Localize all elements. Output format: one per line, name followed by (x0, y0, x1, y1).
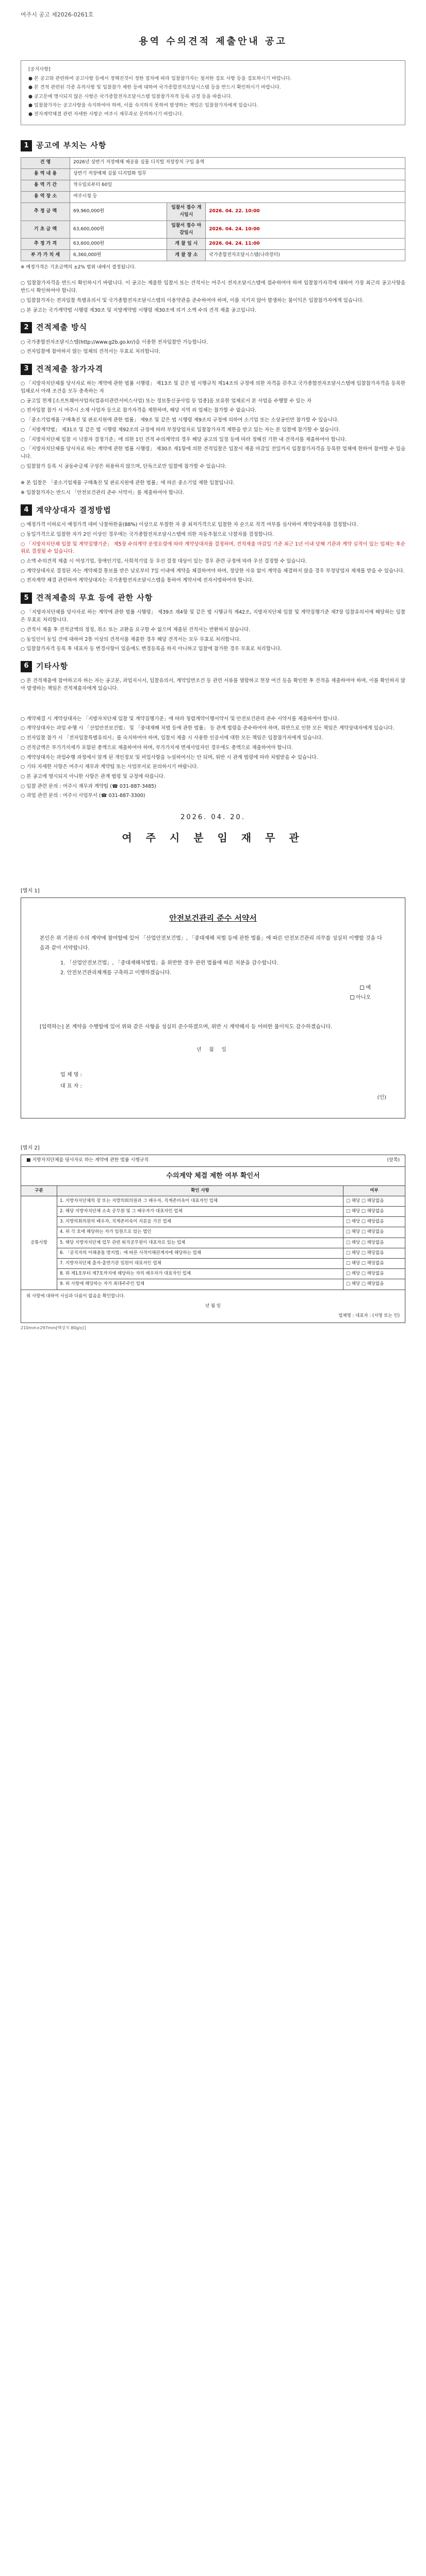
notice-item: ● 입찰참가자는 공고사항을 숙지하여야 하며, 이를 숙지하지 못하여 발생하는 책임은 입찰참가자에게 있습니다. (28, 102, 258, 108)
check-cell[interactable]: □ 해당 □ 해당없음 (343, 1227, 405, 1238)
notice-item: ● 공고문에 명시되지 않은 사항은 국가종합전자조달시스템 입찰참가자격 등록 규정 등을 따릅니다. (28, 93, 233, 99)
paragraph: ○ 계약상대자는 과업수행 과정에서 알게 된 개인정보 및 비밀사항을 누설하여서는 안 되며, 위반 시 관계 법령에 따라 처벌받을 수 있습니다. (21, 754, 318, 760)
item-cell: 2. 해당 지방자치단체 소속 공무원 및 그 배우자가 대표자인 업체 (57, 1207, 343, 1217)
row-label: 용 역 기 간 (21, 180, 70, 191)
table-row (21, 1217, 405, 1227)
row-label: 부 가 가 치 세 (21, 250, 70, 261)
row-sub-value: 2026. 04. 22. 10:00 (206, 202, 405, 221)
row-value: 63,600,000원 (70, 239, 167, 250)
notice-item: ● 본 견적 관련된 각종 유의사항 및 입찰참가 제한 등에 대하여 국가종합전자조달시스템 등을 반드시 확인하시기 바랍니다. (28, 84, 281, 91)
row-label: 건 명 (21, 157, 70, 168)
paragraph: ○ 입찰참가 등록 시 공동수급체 구성은 허용하지 않으며, 단독으로만 입찰에 참가할 수 있습니다. (21, 463, 227, 469)
row-value: 2026년 상반기 저장매체 제공용 실물 디지털 저장장치 구입 용역 (70, 157, 405, 168)
row-label: 용 역 장 소 (21, 191, 70, 202)
paragraph: ○ 「중소기업제품 구매촉진 및 판로지원에 관한 법률」 제9조 및 같은 법 시행령 제9조의 규정에 의하여 소기업 또는 소상공인만 참가할 수 있습니다. (21, 417, 339, 423)
paragraph: ○ 계약상대자로 결정된 자는 계약체결 통보를 받은 날로부터 7일 이내에 계약을 체결하여야 하며, 정당한 사유 없이 계약을 체결하지 않을 경우 부정당업자 제재를 받을 수 있습니다. (21, 568, 405, 574)
row-sub-label: 개 찰 일 시 (167, 239, 206, 250)
bid-info-table (21, 157, 405, 262)
table-row (21, 1227, 405, 1238)
section-title: 견적제출 방식 (36, 323, 88, 332)
notice-box (21, 60, 405, 126)
row-value: 63,600,000원 (70, 221, 167, 239)
notice-item: ● 본 공고와 관련하여 공고사항 등에서 정해진것이 정한 절차에 따라 입찰참가자는 철저한 검토 사항 등을 검토하시기 바랍니다. (28, 76, 292, 82)
page-title: 용역 수의견적 제출안내 공고 (139, 36, 287, 47)
paragraph: ○ 공고일 현재 [소프트웨어사업자(컴퓨터관련서비스사업) 또는 정보통신공사업 등 업종]을 보유한 업체로서 본 사업을 수행할 수 있는 자 (21, 398, 312, 404)
section-number: 3 (21, 364, 32, 375)
item-cell: 8. 위 제1호부터 제7호까지에 해당하는 자의 배우자가 대표자인 업체 (57, 1269, 343, 1279)
table-row (21, 1269, 405, 1279)
row-label: 기 초 금 액 (21, 221, 70, 239)
paragraph: ○ 「지방계약법」 제31조 및 같은 법 시행령 제92조의 규정에 따라 부정당업자로 입찰참가자격 제한을 받고 있는 자는 본 입찰에 참가할 수 없습니다. (21, 427, 340, 433)
paragraph: ○ 본 견적제출에 참여하고자 하는 자는 공고문, 과업지시서, 입찰유의서, 계약일반조건 등 관련 서류를 열람하고 현장 여건 등을 확인한 후 견적을 제출하여야 하며, 이를 확인하지 않아 발생하는 책임은 견적제출자에게 있습니다. (21, 678, 405, 691)
paragraph: ○ 입찰참가자는 전자입찰 특별유의서 및 국가종합전자조달시스템의 이용약관을 준수하여야 하며, 이를 지키지 않아 발생하는 불이익은 입찰참가자에게 있습니다. (21, 297, 364, 303)
row-sub-label: 입찰서 접수 개시일시 (167, 202, 206, 221)
paragraph: ○ 전자입찰 참가 시 「전자입찰특별유의서」를 숙지하여야 하며, 입찰서 제출 시 사용한 인증서에 대한 모든 책임은 입찰참가자에게 있습니다. (21, 735, 323, 741)
table-row (21, 1248, 405, 1258)
column-header: 확인 사항 (57, 1185, 343, 1196)
row-value: 착수일로부터 60일 (70, 180, 405, 191)
paragraph: ○ 계약상대자는 과업 수행 시 「산업안전보건법」 및 「중대재해 처벌 등에 관한 법률」 등 관계 법령을 준수하여야 하며, 위반으로 인한 모든 책임은 계약상대자에게 있습니다. (21, 725, 395, 732)
paragraph: ○ 입찰참가자격 등록 후 대표자 등 변경사항이 있음에도 변경등록을 하지 아니하고 입찰에 참가한 경우 무효로 처리합니다. (21, 646, 282, 652)
form-2-header (21, 1155, 405, 1167)
paragraph: ○ 견적금액은 부가가치세가 포함된 총액으로 제출하여야 하며, 부가가치세 면세사업자인 경우에도 총액으로 제출하여야 합니다. (21, 744, 293, 751)
paragraph: ※ 본 입찰은 「중소기업제품 구매촉진 및 판로지원에 관한 법률」에 따른 중소기업 제한 입찰입니다. (21, 480, 235, 486)
form-signature (60, 1070, 386, 1104)
notice-item: ● 전자계약체결 관련 자세한 사항은 여주시 재무과로 문의하시기 바랍니다. (28, 111, 184, 117)
paragraph: ○ 전자입찰에 참여하지 않는 업체의 견적서는 무효로 처리합니다. (21, 349, 161, 355)
form-2-label: [별지 2] (21, 1145, 40, 1151)
issuer-signature: 여 주 시 분 임 재 무 관 (122, 832, 304, 844)
section-4-header (21, 504, 405, 516)
table-row (21, 1238, 405, 1248)
section-6-header (21, 660, 405, 672)
paragraph: ○ 기타 자세한 사항은 여주시 재무과 계약팀 또는 사업부서로 문의하시기 바랍니다. (21, 764, 199, 770)
table-row (21, 239, 405, 250)
row-sub-label: 입찰서 접수 마감일시 (167, 221, 206, 239)
paper-spec: 210mm×297mm[백상지 80g/㎡] (21, 1326, 86, 1331)
check-box[interactable] (360, 986, 364, 990)
section-1-header (21, 140, 405, 151)
row-value: 여주시청 등 (70, 191, 405, 202)
section-number: 6 (21, 661, 32, 672)
paragraph: ○ 「지방자치단체를 당사자로 하는 계약에 관한 법률 시행령」 제13조 및 같은 법 시행규칙 제14조의 규정에 의한 자격을 갖추고 국가종합전자조달시스템에 입찰참가자격을 등록한 업체로서 아래 조건을 모두 충족하는 자 (21, 381, 405, 394)
form-2-title: 수의계약 체결 제한 여부 확인서 (21, 1167, 405, 1185)
section-3-header (21, 363, 405, 375)
row-label: 추 정 가 격 (21, 239, 70, 250)
check-cell[interactable]: □ 해당 □ 해당없음 (343, 1269, 405, 1279)
section-2-body (21, 339, 405, 356)
paragraph: ○ 과업 관련 문의 : 여주시 사업부서 (☎ 031-887-3300) (21, 793, 145, 799)
form-note: [입력하는] 본 계약을 수행함에 있어 위와 같은 사항을 성실히 준수하겠으며, 위반 시 계약해지 등 어떠한 불이익도 감수하겠습니다. (40, 1024, 333, 1030)
item-cell: 4. 위 각 호에 해당하는 자가 임원으로 있는 법인 (57, 1227, 343, 1238)
announcement-date: 2026. 04. 20. (181, 814, 245, 822)
paragraph: ○ 계약체결 시 계약상대자는 「지방자치단체 입찰 및 계약집행기준」에 따라 청렴계약이행서약서 및 안전보건관리 준수 서약서를 제출하여야 합니다. (21, 716, 339, 722)
group-cell: 공통사항 (21, 1196, 57, 1290)
paragraph: ○ 「지방자치단체 입찰 및 계약집행기준」 제5장 수의계약 운영요령에 따라 계약상대자를 결정하며, 견적제출 마감일 기준 최근 1년 이내 당해 기관과 계약 실적이 있는 업체는 후순위로 결정될 수 있습니다. (21, 541, 405, 555)
row-sub-value: 2026. 04. 24. 10:00 (206, 221, 405, 239)
paragraph: ○ 「지방자치단체를 당사자로 하는 계약에 관한 법률 시행령」 제39조 제4항 및 같은 법 시행규칙 제42조, 지방자치단체 입찰 및 계약집행기준 제7장 입찰유의서에 해당하는 입찰은 무효로 처리합니다. (21, 609, 405, 623)
form-side: (앞쪽) (387, 1157, 400, 1163)
table-row (21, 168, 405, 180)
table-row (21, 1196, 405, 1206)
row-sub-value: 2026. 04. 24. 11:00 (206, 239, 405, 250)
table-row (21, 202, 405, 221)
item-cell: 3. 지방의회의원의 배우자, 직계존비속이 지분을 가진 업체 (57, 1217, 343, 1227)
table-row (21, 191, 405, 202)
check-box[interactable] (350, 995, 354, 999)
section-title: 공고에 부치는 사항 (36, 141, 107, 150)
check-cell[interactable]: □ 해당 □ 해당없음 (343, 1258, 405, 1268)
section-title: 견적제출 참가자격 (36, 364, 104, 374)
section-2-header (21, 321, 405, 333)
section-title: 견적제출의 무효 등에 관한 사항 (36, 593, 153, 603)
section-3-body (21, 380, 405, 497)
row-value: 6,360,000원 (70, 250, 167, 261)
row-label: 용 역 내 용 (21, 168, 70, 180)
section-title: 계약상대자 결정방법 (36, 505, 111, 515)
table-note: ※ 예정가격은 기초금액의 ±2% 범위 내에서 결정됩니다. (21, 265, 136, 270)
item-cell: 5. 해당 지방자치단체 업무 관련 퇴직공무원이 대표자로 있는 업체 (57, 1238, 343, 1248)
sign-field: 업 체 명 : (60, 1072, 82, 1078)
check-cell[interactable]: □ 해당 □ 해당없음 (343, 1238, 405, 1248)
table-header-row (21, 1185, 405, 1196)
form-law-ref: ■ 지방자치단체를 당사자로 하는 계약에 관한 법률 시행규칙 (26, 1157, 149, 1163)
row-value: 상반기 저장매체 실물 디지털화 업무 (70, 168, 405, 180)
table-row (21, 1258, 405, 1268)
confirm-text: 위 사항에 대하여 사실과 다름이 없음을 확인합니다. (26, 1293, 125, 1299)
paragraph: ○ 본 공고는 국가계약법 시행령 제30조 및 지방계약법 시행령 제30조에 의거 소액 수의 견적 제출 공고입니다. (21, 307, 257, 313)
mark-label: 예 (366, 985, 371, 991)
check-cell[interactable]: □ 해당 □ 해당없음 (343, 1248, 405, 1258)
safety-pledge-form (21, 897, 405, 1118)
section-number: 4 (21, 504, 32, 516)
paragraph: ○ 동일가격으로 입찰한 자가 2인 이상인 경우에는 국가종합전자조달시스템에 의한 자동추첨으로 낙찰자를 결정합니다. (21, 531, 274, 537)
paragraph: ○ 입찰참가자격을 반드시 확인하시기 바랍니다. 이 공고는 제출한 입찰서 또는 견적서는 여주시 전자조달시스템에 접수하여야 하며 입찰참가자격에 대하여 가장 최근의 공고사항을 반드시 확인하여야 합니다. (21, 280, 405, 294)
form-date: 년 월 일 (196, 1047, 230, 1053)
paragraph: ○ 입찰 관련 문의 : 여주시 재무과 계약팀 (☎ 031-887-3485) (21, 783, 156, 789)
table-row (21, 250, 405, 261)
intro-block (21, 280, 405, 314)
form-2-date: 년 월 일 (205, 1303, 221, 1309)
paragraph: ○ 예정가격 이하로서 예정가격 대비 낙찰하한율(88%) 이상으로 투찰한 자 중 최저가격으로 입찰한 자 순으로 적격 여부를 심사하여 계약상대자를 결정합니다. (21, 522, 358, 528)
row-sub-label: 개 찰 장 소 (167, 250, 206, 261)
item-cell: 9. 위 사항에 해당하는 자가 최대주주인 업체 (57, 1279, 343, 1290)
section-number: 5 (21, 592, 32, 604)
notice-head: [공지사항] (28, 66, 51, 72)
pledge-item: 1. 「산업안전보건법」, 「중대재해처벌법」을 위반한 경우 관련 법률에 따른 처분을 감수합니다. (60, 960, 278, 966)
item-cell: 1. 지방자치단체의 장 또는 지방의회의원과 그 배우자, 직계존비속이 대표자인 업체 (57, 1196, 343, 1206)
paragraph: ※ 입찰참가자는 반드시 「안전보건관리 준수 서약서」를 제출하여야 합니다. (21, 490, 185, 496)
form-intro: 본인은 위 기관의 수의 계약에 참여함에 있어 「산업안전보건법」, 「중대재해 처벌 등에 관한 법률」에 따른 안전보건관리 의무를 성실히 이행할 것을 다음과 같이 서약합니다. (40, 935, 382, 951)
pledge-checks (60, 958, 386, 978)
paragraph: ○ 본 공고에 명시되지 아니한 사항은 관계 법령 및 규정에 따릅니다. (21, 773, 166, 779)
row-sub-value: 국가종합전자조달시스템(나라장터) (206, 250, 405, 261)
paragraph: ○ 소액 수의견적 제출 시 여성기업, 장애인기업, 사회적기업 등 우선 결정 대상이 있는 경우 관련 규정에 따라 우선 결정할 수 있습니다. (21, 558, 307, 564)
form-title: 안전보건관리 준수 서약서 (169, 913, 257, 923)
section-number: 2 (21, 322, 32, 333)
row-value: 69,960,000원 (70, 202, 167, 221)
doc-number: 여주시 공고 제2026-0261호 (21, 11, 94, 18)
sign-field: 대 표 자 : (60, 1083, 82, 1090)
paragraph: ○ 전자계약 체결 관련하여 계약상대자는 국가종합전자조달시스템을 통하여 계약서에 전자서명하여야 합니다. (21, 578, 254, 584)
section-5-header (21, 592, 405, 604)
table-row (21, 221, 405, 239)
paragraph: ○ 동일인이 동일 건에 대하여 2통 이상의 견적서를 제출한 경우 해당 견적서는 모두 무효로 처리합니다. (21, 636, 241, 642)
item-cell: 7. 지방자치단체 출자·출연기관 임원이 대표자인 업체 (57, 1258, 343, 1268)
mark-label: 아니오 (356, 994, 371, 1001)
check-cell[interactable]: □ 해당 □ 해당없음 (343, 1217, 405, 1227)
section-6-body (21, 677, 405, 800)
section-4-body (21, 521, 405, 585)
form-1-label: [별지 1] (21, 888, 40, 894)
pledge-item: 2. 안전보건관리체계를 구축하고 이행하겠습니다. (60, 970, 172, 976)
column-header: 구분 (21, 1185, 57, 1196)
seal-mark: (인) (377, 1095, 386, 1101)
form-2-sign: 업체명 : 대표자 : (서명 또는 인) (338, 1313, 400, 1318)
check-cell[interactable]: □ 해당 □ 해당없음 (343, 1279, 405, 1290)
paragraph: ○ 전자입찰 참가 시 여주시 소재 사업자 등으로 참가자격을 제한하며, 해당 지역 외 업체는 참가할 수 없습니다. (21, 408, 257, 414)
mark-lines (40, 983, 371, 1003)
table-row (21, 1207, 405, 1217)
table-row (21, 157, 405, 168)
table-row (21, 1279, 405, 1290)
restriction-check-table (21, 1185, 405, 1290)
paragraph: ○ 국가종합전자조달시스템(http://www.g2b.go.kr/)을 이용한 전자입찰만 가능합니다. (21, 339, 208, 345)
table-row (21, 180, 405, 191)
column-header: 여부 (343, 1185, 405, 1196)
row-label: 추 정 금 액 (21, 202, 70, 221)
section-title: 기타사항 (36, 661, 68, 671)
section-5-body (21, 609, 405, 653)
paragraph: ○ 견적서 제출 후 견적금액의 정정, 취소 또는 교환을 요구할 수 없으며 제출된 견적서는 반환하지 않습니다. (21, 626, 251, 633)
paragraph: ○ 「지방자치단체를 당사자로 하는 계약에 관한 법률 시행령」 제30조 제1항에 의한 견적입찰은 입찰서 제출 마감일 전일까지 입찰참가자격을 등록한 업체에 한하여 참여할 수 있습니다. (21, 446, 405, 460)
check-cell[interactable]: □ 해당 □ 해당없음 (343, 1207, 405, 1217)
paragraph: ○ 「지방자치단체 입찰 시 낙찰자 결정기준」에 의한 1인 견적 수의계약의 경우 해당 공고의 일정 등에 따라 정해진 기한 내 견적서를 제출하여야 합니다. (21, 436, 347, 443)
check-cell[interactable]: □ 해당 □ 해당없음 (343, 1196, 405, 1206)
item-cell: 6. 「공직자의 이해충돌 방지법」에 따른 사적이해관계자에 해당하는 업체 (57, 1248, 343, 1258)
form-2-bottom (21, 1325, 405, 1331)
form-2-footer (21, 1290, 405, 1324)
section-number: 1 (21, 140, 32, 151)
